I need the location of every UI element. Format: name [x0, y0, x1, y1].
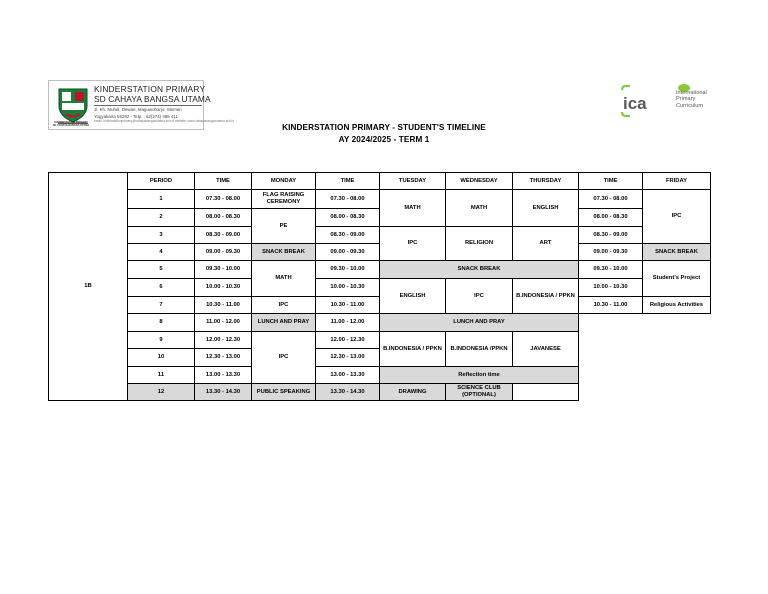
wednesday-math: MATH	[446, 190, 513, 227]
time-cell: 10.00 - 10.30	[316, 279, 380, 297]
header-time-midweek: TIME	[316, 173, 380, 190]
monday-flag-ceremony: FLAG RAISING CEREMONY	[252, 190, 316, 209]
thursday-empty-cell	[513, 384, 579, 401]
monday-pe: PE	[252, 209, 316, 244]
time-cell: 12.00 - 12.30	[316, 332, 380, 349]
table-header-row	[49, 173, 711, 190]
table-row	[49, 261, 711, 279]
time-cell: 10.30 - 11.00	[316, 297, 380, 314]
time-cell: 09.00 - 09.30	[316, 244, 380, 261]
header-thursday: THURSDAY	[513, 173, 579, 190]
thursday-art: ART	[513, 227, 579, 261]
period-cell: 5	[128, 261, 195, 279]
school-address-1: Jl. Kh. Muhdi, Dewan, Maguwoharjo, Sleman	[94, 107, 182, 112]
monday-lunch-pray: LUNCH AND PRAY	[252, 314, 316, 332]
period-cell: 8	[128, 314, 195, 332]
tuesday-ipc: IPC	[380, 227, 446, 261]
time-cell: 12.30 - 13.00	[316, 349, 380, 367]
school-crest-icon	[55, 86, 91, 126]
header-period: PERIOD	[128, 173, 195, 190]
time-cell: 07.30 - 08.00	[195, 190, 252, 209]
table-row	[49, 227, 711, 244]
time-cell: 11.00 - 12.00	[195, 314, 252, 332]
school-address-2: Yogyakarta 55282 - Telp. : 62(274) 486 411	[94, 113, 178, 119]
empty-area	[579, 314, 711, 401]
ica-wordmark: ica	[623, 94, 647, 113]
header-time-friday: TIME	[579, 173, 643, 190]
period-cell: 10	[128, 349, 195, 367]
time-cell: 09.30 - 10.00	[195, 261, 252, 279]
wednesday-ipc: IPC	[446, 279, 513, 314]
table-row	[49, 314, 711, 332]
header-friday: FRIDAY	[643, 173, 711, 190]
monday-snack-break: SNACK BREAK	[252, 244, 316, 261]
midweek-snack-break: SNACK BREAK	[380, 261, 579, 279]
period-cell: 12	[128, 384, 195, 401]
header-wednesday: WEDNESDAY	[446, 173, 513, 190]
friday-snack-break: SNACK BREAK	[643, 244, 711, 261]
time-cell: 12.00 - 12.30	[195, 332, 252, 349]
ica-text-3: Curriculum	[676, 102, 704, 109]
period-cell: 2	[128, 209, 195, 227]
class-label: 1B	[49, 173, 128, 401]
time-cell: 09.00 - 09.30	[579, 244, 643, 261]
time-cell: 08.30 - 09.00	[195, 227, 252, 244]
thursday-english: ENGLISH	[513, 190, 579, 227]
ica-logo	[618, 82, 707, 122]
time-cell: 07.30 - 08.00	[579, 190, 643, 209]
friday-religious-activities: Religious Activities	[643, 297, 711, 314]
monday-ipc: IPC	[252, 297, 316, 314]
midweek-reflection-time: Reflection time	[380, 367, 579, 384]
monday-math: MATH	[252, 261, 316, 297]
time-cell: 08.00 - 08.30	[579, 209, 643, 227]
table-row	[49, 279, 711, 297]
wednesday-religion: RELIGION	[446, 227, 513, 261]
time-cell: 12.30 - 13.00	[195, 349, 252, 367]
time-cell: 10.00 - 10.30	[195, 279, 252, 297]
timetable	[48, 172, 711, 401]
time-cell: 07.30 - 08.00	[316, 190, 380, 209]
header-monday: MONDAY	[252, 173, 316, 190]
friday-ipc: IPC	[643, 190, 711, 244]
tuesday-drawing: DRAWING	[380, 384, 446, 401]
header-tuesday: TUESDAY	[380, 173, 446, 190]
crest-caption-2: SD CAHAYA BANGSA UTAMA	[52, 124, 90, 127]
thursday-bindonesia: B.INDONESIA / PPKN	[513, 279, 579, 314]
time-cell: 13.30 - 14.30	[195, 384, 252, 401]
period-cell: 7	[128, 297, 195, 314]
tuesday-bindonesia: B.INDONESIA / PPKN	[380, 332, 446, 367]
school-name-2: SD CAHAYA BANGSA UTAMA	[94, 94, 211, 104]
thursday-javanese: JAVANESE	[513, 332, 579, 367]
period-cell: 4	[128, 244, 195, 261]
tuesday-math: MATH	[380, 190, 446, 227]
page-subtitle: AY 2024/2025 - TERM 1	[338, 135, 430, 144]
monday-public-speaking: PUBLIC SPEAKING	[252, 384, 316, 401]
monday-ipc-afternoon: IPC	[252, 332, 316, 384]
time-cell: 13.00 - 13.30	[316, 367, 380, 384]
time-cell: 08.00 - 08.30	[195, 209, 252, 227]
period-cell: 1	[128, 190, 195, 209]
period-cell: 6	[128, 279, 195, 297]
time-cell: 11.00 - 12.00	[316, 314, 380, 332]
wednesday-bindonesia: B.INDONESIA /PPKN	[446, 332, 513, 367]
time-cell: 10.30 - 11.00	[579, 297, 643, 314]
table-row	[49, 190, 711, 209]
time-cell: 08.30 - 09.00	[579, 227, 643, 244]
header-time-monday: TIME	[195, 173, 252, 190]
period-cell: 3	[128, 227, 195, 244]
school-contact: email: kinderstationprimary@cahayabangsautama.sch.id website: www.cahayabangsautama.sch.id	[94, 119, 235, 124]
time-cell: 08.30 - 09.00	[316, 227, 380, 244]
friday-students-project: Student's Project	[643, 261, 711, 297]
time-cell: 10.30 - 11.00	[195, 297, 252, 314]
wednesday-science-club: SCIENCE CLUB (OPTIONAL)	[446, 384, 513, 401]
tuesday-english: ENGLISH	[380, 279, 446, 314]
time-cell: 09.30 - 10.00	[579, 261, 643, 279]
time-cell: 09.00 - 09.30	[195, 244, 252, 261]
school-name-1: KINDERSTATION PRIMARY	[94, 84, 206, 94]
time-cell: 13.30 - 14.30	[316, 384, 380, 401]
period-cell: 11	[128, 367, 195, 384]
ica-text-1: International	[676, 90, 707, 96]
page-title: KINDERSTATION PRIMARY - STUDENT'S TIMELINE	[282, 123, 486, 132]
time-cell: 08.00 - 08.30	[316, 209, 380, 227]
time-cell: 10.00 - 10.30	[579, 279, 643, 297]
time-cell: 13.00 - 13.30	[195, 367, 252, 384]
midweek-lunch-pray: LUNCH AND PRAY	[380, 314, 579, 332]
period-cell: 9	[128, 332, 195, 349]
ica-text-2: Primary	[676, 96, 696, 103]
time-cell: 09.30 - 10.00	[316, 261, 380, 279]
crest-caption-1: KINDERSTATION PRIMARY	[54, 121, 88, 124]
